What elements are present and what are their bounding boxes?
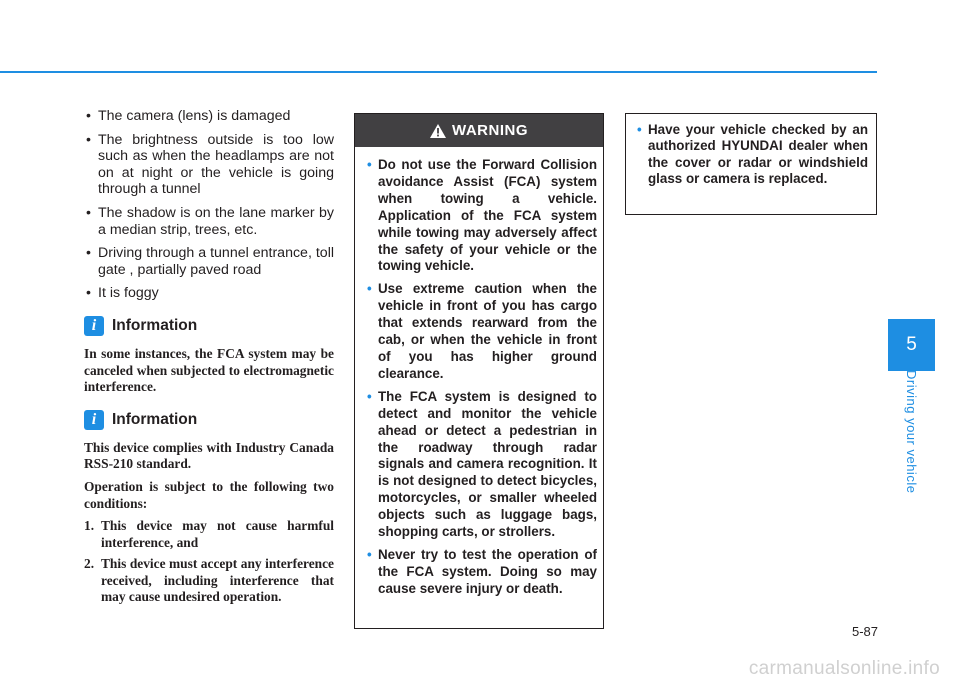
info-text: In some instances, the FCA system may be canceled when subjected to electromagnetic interference.	[84, 345, 334, 395]
warning-list	[355, 147, 603, 598]
list-item: 1. This device may not cause harmful interference, and	[84, 518, 334, 550]
condition-list	[84, 108, 334, 302]
list-item: • The FCA system is designed to detect and monitor the vehicle ahead or detect a pedestrian in the roadway through radar signals and camera recognition. It is not designed to detect bicycles, motorcycles, or smaller wheeled objects such as luggage bags, shopping carts, or strollers.	[367, 388, 597, 540]
note-list	[626, 114, 876, 188]
watermark: carmanualsonline.info	[748, 658, 940, 679]
list-item: 2. This device must accept any interference received, including interference that may cause undesired operation.	[84, 556, 334, 605]
info-text: This device complies with Industry Canada RSS-210 standard.	[84, 439, 334, 472]
list-item: • Never try to test the operation of the FCA system. Doing so may cause severe injury or death.	[367, 546, 597, 596]
page-number: 5-87	[851, 624, 878, 639]
conditions-numbered-list	[84, 518, 334, 606]
bullet-dot: •	[367, 388, 372, 404]
warning-box	[354, 113, 604, 629]
list-item: • The camera (lens) is damaged	[86, 108, 291, 124]
info-heading-1	[84, 316, 334, 336]
list-item: • It is foggy	[86, 285, 159, 302]
bullet-dot: •	[367, 546, 372, 562]
chapter-tab: 5	[888, 319, 935, 371]
bullet-dot: •	[637, 122, 642, 137]
chapter-label: Driving your vehicle	[904, 370, 919, 494]
info-title: Information	[112, 410, 198, 428]
left-column	[84, 108, 334, 611]
top-divider	[0, 71, 877, 73]
list-item: • The shadow is on the lane marker by a median strip, trees, etc.	[86, 204, 334, 238]
bullet-dot: •	[367, 281, 372, 297]
bullet-dot: •	[86, 285, 91, 302]
info-icon: i	[84, 316, 104, 336]
bullet-dot: •	[86, 108, 91, 124]
list-item: • Have your vehicle checked by an authorized HYUNDAI dealer when the cover or radar or windshield glass or camera is replaced.	[637, 122, 868, 187]
info-title: Information	[112, 316, 198, 334]
warning-title: WARNING	[452, 122, 528, 139]
list-item: • Do not use the Forward Collision avoidance Assist (FCA) system when towing a vehicle. Application of the FCA system while towing may adversely affect the safety of your vehicle or the towing vehicle.	[367, 157, 597, 274]
bullet-dot: •	[86, 245, 91, 262]
list-item: • Use extreme caution when the vehicle in front of you has cargo that extends rearward from the cab, or when the vehicle in front of you has higher ground clearance.	[367, 281, 597, 381]
info-heading-2	[84, 410, 334, 430]
bullet-dot: •	[367, 157, 372, 172]
info-text: Operation is subject to the following two conditions:	[84, 478, 334, 511]
bullet-dot: •	[86, 131, 91, 148]
bullet-dot: •	[86, 204, 91, 221]
warning-header	[355, 114, 603, 147]
note-box	[625, 113, 877, 215]
list-item: • Driving through a tunnel entrance, toll gate , partially paved road	[86, 245, 334, 278]
list-item: • The brightness outside is too low such as when the headlamps are not on at night or the vehicle is going through a tunnel	[86, 131, 334, 198]
warning-triangle-icon	[430, 124, 446, 138]
info-icon: i	[84, 410, 104, 430]
